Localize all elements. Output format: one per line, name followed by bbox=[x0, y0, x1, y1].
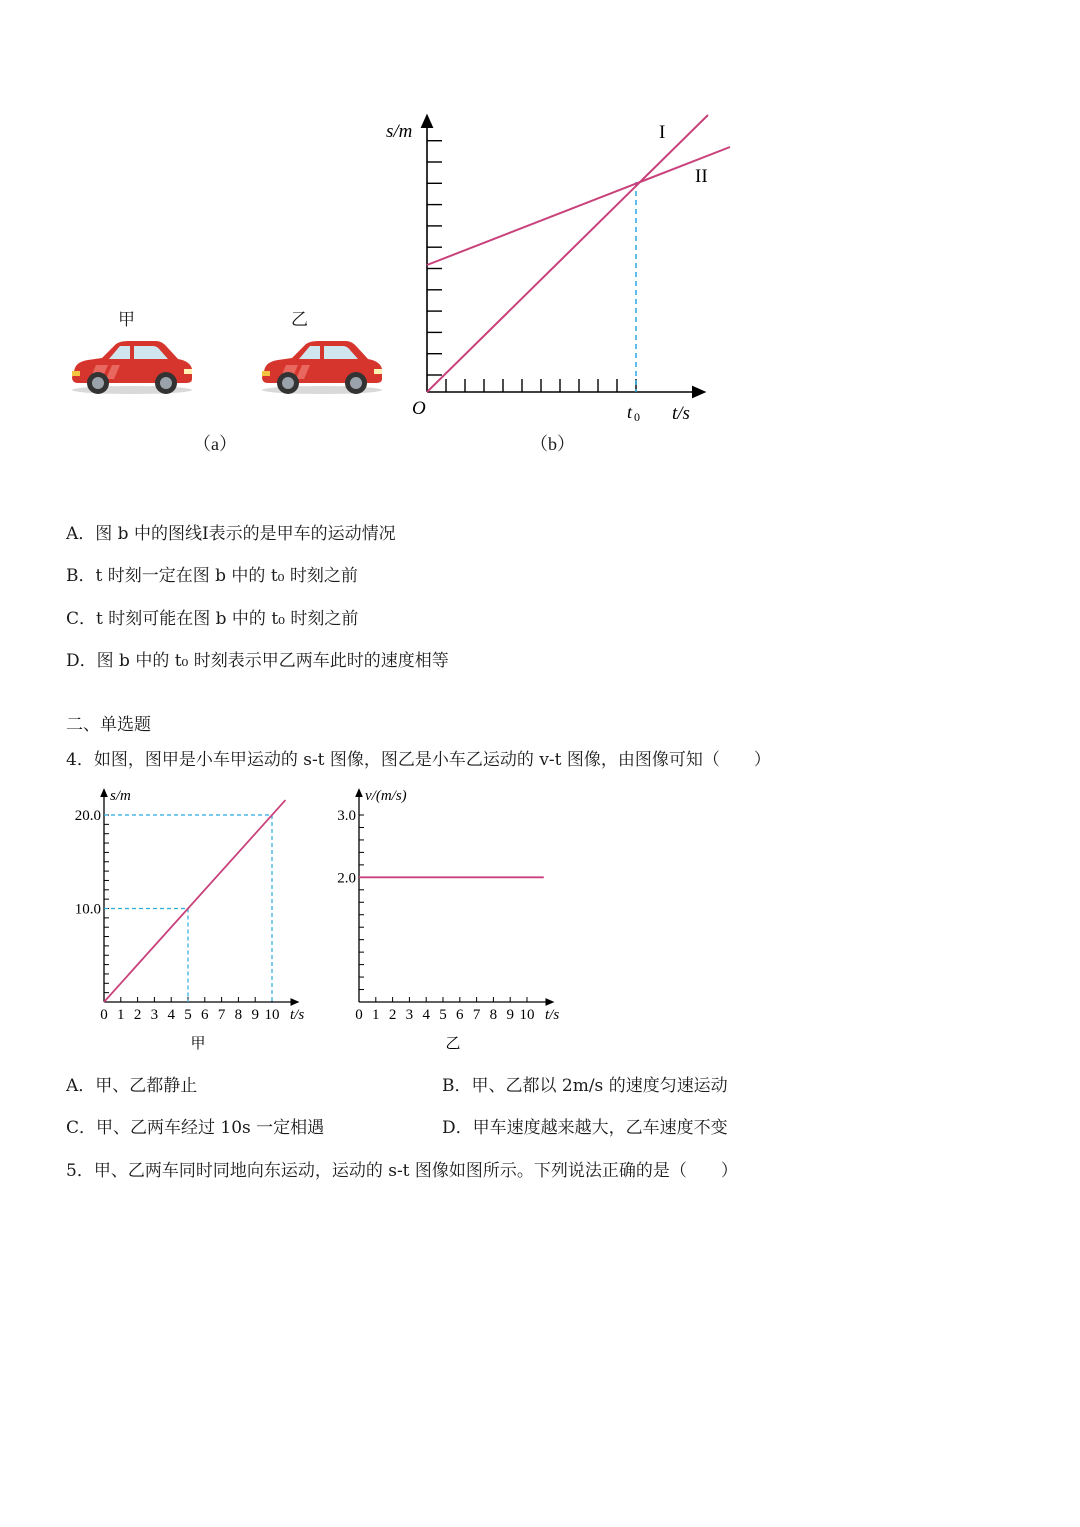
x-tick-label: 5 bbox=[184, 1007, 192, 1023]
caption-a: （a） bbox=[193, 434, 237, 454]
x-tick-label: 9 bbox=[506, 1007, 514, 1023]
x-tick-label: 3 bbox=[405, 1007, 414, 1023]
q4-option-d: D．甲车速度越来越大，乙车速度不变 bbox=[442, 1118, 728, 1138]
q3-option-a: A．图 b 中的图线I表示的是甲车的运动情况 bbox=[66, 524, 396, 544]
x-tick-label: 9 bbox=[251, 1007, 259, 1023]
x-tick-label: 7 bbox=[472, 1007, 481, 1023]
x-tick-label: 2 bbox=[133, 1007, 142, 1023]
car-b-label: 乙 bbox=[291, 310, 308, 330]
x-tick-label: 6 bbox=[456, 1007, 464, 1023]
x-tick-label: 2 bbox=[388, 1007, 397, 1023]
x-tick-label: 3 bbox=[150, 1007, 159, 1023]
q4-option-c: C．甲、乙两车经过 10s 一定相遇 bbox=[66, 1118, 325, 1138]
line-II-label: II bbox=[695, 166, 708, 187]
x-tick-label: 4 bbox=[422, 1007, 430, 1023]
x-tick-label: 0 bbox=[100, 1007, 108, 1023]
axis-ticks bbox=[427, 141, 636, 392]
series-line bbox=[104, 800, 285, 1002]
graph-b bbox=[370, 105, 750, 435]
x-tick-label: 1 bbox=[372, 1007, 380, 1023]
line-I bbox=[427, 115, 708, 392]
x-tick-label: 10 bbox=[264, 1007, 280, 1023]
x-tick-label: 6 bbox=[201, 1007, 209, 1023]
q4-option-b: B．甲、乙都以 2m/s 的速度匀速运动 bbox=[442, 1076, 728, 1096]
q4-stem: 4．如图，图甲是小车甲运动的 s-t 图像，图乙是小车乙运动的 v-t 图像，由图像可知（ ） bbox=[66, 750, 771, 770]
y-tick-label: 3.0 bbox=[337, 808, 356, 824]
y-tick-label: 10.0 bbox=[74, 901, 101, 918]
x-tick-label: 0 bbox=[355, 1007, 363, 1023]
x-tick-label: 4 bbox=[167, 1007, 175, 1023]
q4-option-a: A．甲、乙都静止 bbox=[66, 1076, 198, 1096]
x-axis-label: t/s bbox=[672, 403, 690, 424]
x-tick-label: 5 bbox=[439, 1007, 447, 1023]
y-axis-label: v/(m/s) bbox=[365, 788, 407, 804]
chart-caption: 乙 bbox=[445, 1036, 461, 1052]
y-tick-label: 2.0 bbox=[337, 870, 356, 887]
line-I-label: I bbox=[659, 122, 666, 143]
q3-option-b: B．t 时刻一定在图 b 中的 t₀ 时刻之前 bbox=[66, 566, 358, 586]
chart-jia bbox=[60, 782, 320, 1057]
x-axis-label: t/s bbox=[545, 1007, 560, 1023]
x-tick-label: 8 bbox=[234, 1007, 243, 1023]
y-axis-label: s/m bbox=[386, 121, 413, 142]
line-II bbox=[427, 147, 730, 265]
caption-b: （b） bbox=[530, 434, 575, 454]
car-a-icon bbox=[68, 335, 196, 397]
t0-label: t bbox=[627, 402, 633, 422]
car-b-icon bbox=[258, 335, 386, 397]
y-tick-label: 20.0 bbox=[74, 808, 101, 824]
q3-option-d: D．图 b 中的 t₀ 时刻表示甲乙两车此时的速度相等 bbox=[66, 651, 449, 671]
y-axis-label: s/m bbox=[110, 788, 131, 804]
chart-yi bbox=[315, 782, 585, 1057]
section-title: 二、单选题 bbox=[66, 715, 151, 735]
x-tick-label: 7 bbox=[217, 1007, 226, 1023]
x-axis-label: t/s bbox=[290, 1007, 305, 1023]
q5-stem: 5．甲、乙两车同时同地向东运动，运动的 s-t 图像如图所示。下列说法正确的是（ ） bbox=[66, 1161, 738, 1181]
x-tick-label: 10 bbox=[519, 1007, 535, 1023]
x-tick-label: 1 bbox=[117, 1007, 125, 1023]
t0-subscript: 0 bbox=[634, 410, 640, 424]
car-a-label: 甲 bbox=[118, 310, 135, 330]
x-tick-label: 8 bbox=[489, 1007, 498, 1023]
q3-option-c: C．t 时刻可能在图 b 中的 t₀ 时刻之前 bbox=[66, 609, 359, 629]
origin-label: O bbox=[412, 398, 426, 419]
chart-caption: 甲 bbox=[190, 1036, 206, 1052]
